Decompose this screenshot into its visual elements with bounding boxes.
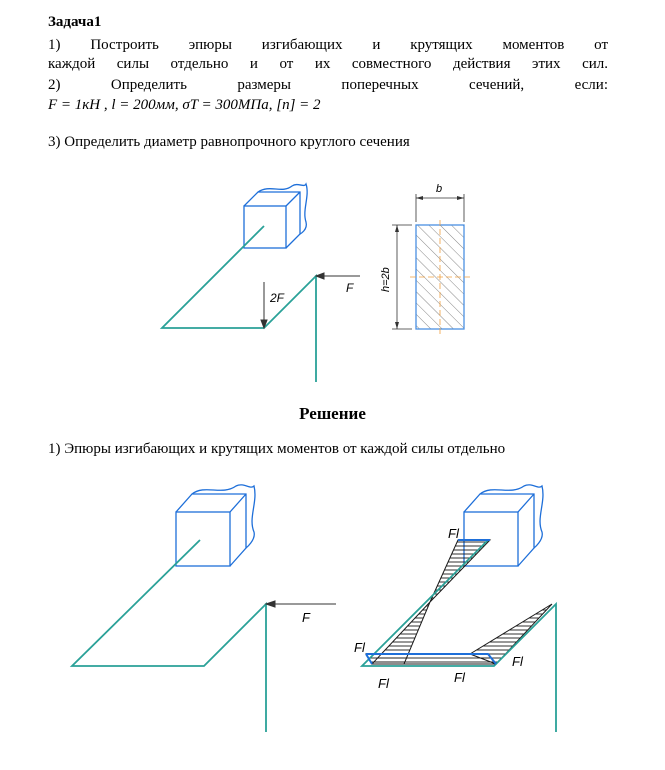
force-f-label: F <box>346 281 354 295</box>
left-force-f-arrow <box>266 601 336 607</box>
section-height-label: h=2b <box>380 267 392 292</box>
left-shaft-frame <box>72 540 266 732</box>
force-f-arrow <box>316 273 360 279</box>
right-shaft-frame <box>362 540 556 732</box>
task-title: Задача1 <box>48 14 102 30</box>
moment-label-top: Fl <box>448 526 459 541</box>
task-item-1-line-2: каждой силы отдельно и от их совместного действия этих сил. <box>48 56 608 72</box>
wall-block <box>244 184 307 248</box>
diagram-outline <box>366 540 496 664</box>
moment-diagram-figure <box>0 476 665 770</box>
solution-heading: Решение <box>299 404 366 423</box>
cross-section <box>392 194 470 334</box>
moment-label-bottom: Fl <box>454 670 465 685</box>
force-2f-arrow <box>261 282 267 328</box>
force-2f-label: 2F <box>270 291 285 305</box>
moment-label-bottom-left: Fl <box>378 676 389 691</box>
solution-subheading: 1) Эпюры изгибающих и крутящих моментов от каждой силы отдельно <box>48 441 506 457</box>
task-formula: F = 1кН , l = 200мм, σT = 300МПа, [n] = 2 <box>48 97 321 113</box>
task-item-2-line-1: 2) Определить размеры поперечных сечений, если: <box>48 77 608 93</box>
shaft-frame <box>162 226 316 382</box>
left-force-f-label: F <box>302 610 310 625</box>
moment-label-left: Fl <box>354 640 365 655</box>
problem-structure-figure <box>0 170 665 390</box>
left-wall-block <box>176 485 255 566</box>
task-item-3: 3) Определить диаметр равнопрочного круглого сечения <box>48 134 410 150</box>
section-width-label: b <box>436 183 443 195</box>
task-item-1-line-1: 1) Построить эпюры изгибающих и крутящих моментов от <box>48 37 608 53</box>
moment-label-right: Fl <box>512 654 523 669</box>
